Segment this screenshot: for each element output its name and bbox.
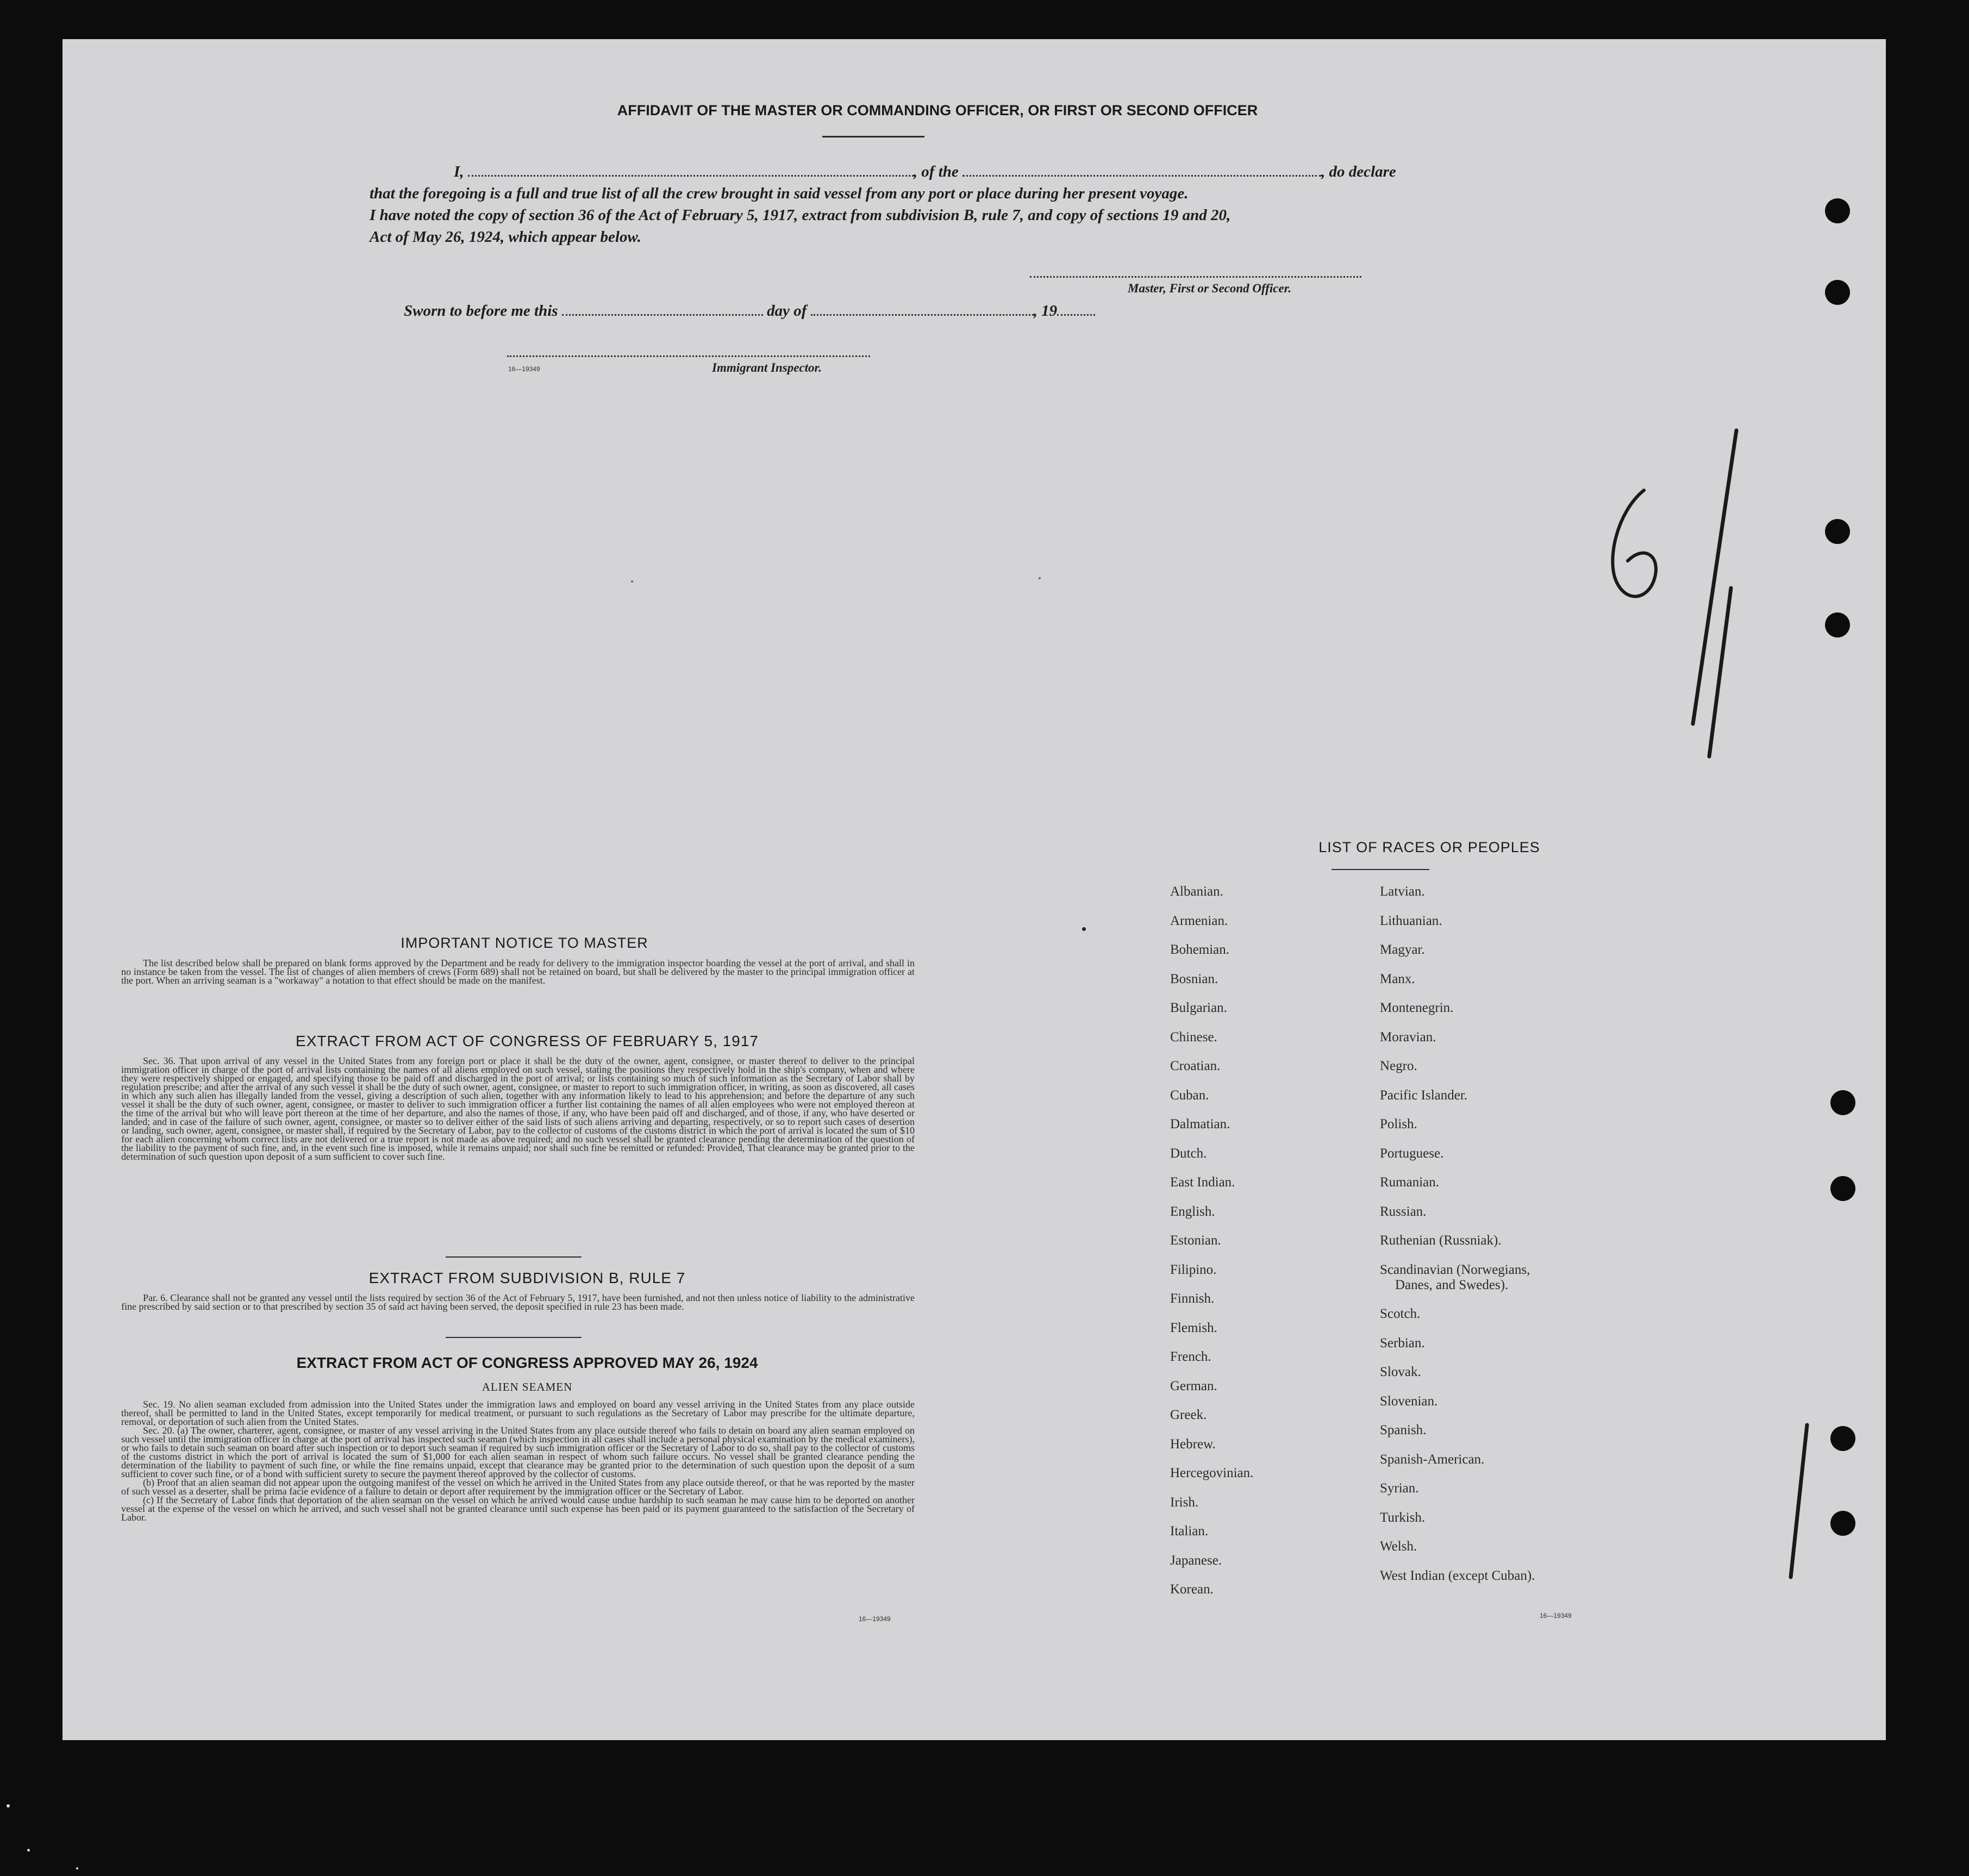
handwritten-mark	[1584, 420, 1791, 767]
race-item: French.	[1170, 1349, 1211, 1364]
race-item: Greek.	[1170, 1408, 1207, 1422]
race-item: Rumanian.	[1380, 1175, 1440, 1190]
race-item: Flemish.	[1170, 1320, 1217, 1335]
affidavit-title-rule	[822, 136, 924, 137]
edge-speck	[7, 1804, 10, 1808]
year-prefix: , 19	[1033, 302, 1058, 320]
speck	[631, 580, 633, 583]
day-of-text: day of	[767, 302, 807, 320]
race-item: Lithuanian.	[1380, 913, 1442, 928]
section-20a-text: Sec. 20. (a) The owner, charterer, agent, consignee, or master of any vessel arriving in the United States from any place outside thereof who fails to detain on board any alien seaman employed on such vessel until the immigration officer in charge at the port of arrival has inspected such seaman (which inspection in all cases shall include a personal physical examination by the medical examiners), or who fails to detain such seaman on board after such inspection or to deport such seaman if required by such immigration officer or the Secretary of Labor to do so, shall pay to the collector of customs of the customs district in which the port of arrival is located the sum of $1,000 for each alien seaman in respect of whom such failure occurs. No vessel shall be granted clearance pending the determination of the liability to payment of such fine, or while the fine remains unpaid, except that clearance may be granted prior to the determination of such question upon the deposit of a sum sufficient to cover such fine, or of a bond with sufficient surety to secure the payment thereof approved by the collector of customs.	[121, 1425, 915, 1479]
binder-hole	[1825, 519, 1850, 544]
affidavit-line-1	[405, 163, 1459, 181]
sworn-text: Sworn to before me this	[404, 302, 558, 320]
binder-hole	[1830, 1426, 1855, 1451]
extract-1917-title: EXTRACT FROM ACT OF CONGRESS OF FEBRUARY 5, 1917	[296, 1033, 759, 1049]
race-item: Korean.	[1170, 1582, 1214, 1597]
binder-hole	[1825, 198, 1850, 223]
form-number-stamp: 16—19349	[508, 365, 540, 373]
section-19-text: Sec. 19. No alien seaman excluded from admission into the United States under the immigration laws and employed on board any vessel arriving in the United States from any place outside thereof, shall be permitted to land in the United States, except temporarily for medical treatment, or pursuant to such regulations as the Secretary of Labor may prescribe for the ultimate departure, removal, or deportation of such alien from the United States.	[121, 1399, 915, 1427]
sworn-day-field[interactable]	[562, 314, 763, 316]
race-item: Chinese.	[1170, 1029, 1217, 1045]
binder-hole	[1825, 612, 1850, 637]
affidavit-do-declare: , do declare	[1321, 163, 1396, 180]
race-item: Dutch.	[1170, 1146, 1207, 1161]
inspector-signature-field[interactable]	[507, 355, 870, 357]
race-item: Japanese.	[1170, 1553, 1222, 1568]
race-item: Estonian.	[1170, 1233, 1221, 1248]
race-item: Polish.	[1380, 1117, 1417, 1131]
race-item: Portuguese.	[1380, 1146, 1444, 1161]
section-20c-text: (c) If the Secretary of Labor finds that deportation of the alien seaman on the vessel on which he arrived would cause undue hardship to such seaman he may cause him to be deported on another vessel at the expense of the vessel on which he arrived, and such vessel shall not be granted clearance until such expense has been paid or its payment guaranteed to the satisfaction of the Secretary of Labor.	[121, 1494, 915, 1523]
race-item: Ruthenian (Russniak).	[1380, 1233, 1502, 1248]
extract-1924-body	[121, 1400, 915, 1522]
sworn-line	[404, 302, 1095, 320]
race-item: Latvian.	[1380, 884, 1425, 899]
rule7-body	[121, 1293, 915, 1311]
binder-hole	[1830, 1090, 1855, 1115]
race-item: Croatian.	[1170, 1059, 1221, 1073]
vessel-name-field[interactable]	[962, 175, 1321, 177]
race-item: West Indian (except Cuban).	[1380, 1568, 1535, 1583]
race-item: Italian.	[1170, 1524, 1209, 1539]
race-item: Russian.	[1380, 1204, 1427, 1219]
race-item: Manx.	[1380, 971, 1415, 986]
race-item: Filipino.	[1170, 1262, 1217, 1277]
race-item: Hercegovinian.	[1170, 1466, 1254, 1480]
race-item: Montenegrin.	[1380, 1000, 1454, 1015]
master-signature-field[interactable]	[1030, 276, 1361, 278]
race-item: Dalmatian.	[1170, 1117, 1230, 1131]
race-item: Bosnian.	[1170, 971, 1218, 986]
race-item: Moravian.	[1380, 1029, 1436, 1045]
race-item: Negro.	[1380, 1059, 1417, 1073]
sworn-month-field[interactable]	[811, 314, 1034, 316]
alien-seamen-subtitle: ALIEN SEAMEN	[482, 1380, 573, 1393]
notice-title: IMPORTANT NOTICE TO MASTER	[401, 935, 648, 951]
affidavit-title: AFFIDAVIT OF THE MASTER OR COMMANDING OFFICER, OR FIRST OR SECOND OFFICER	[617, 102, 1258, 118]
sworn-year-field[interactable]	[1057, 314, 1095, 316]
section-36-text: Sec. 36. That upon arrival of any vessel in the United States from any foreign port or place it shall be the duty of the owner, agent, consignee, or master thereof to deliver to the principal immigration officer in charge of the port of arrival lists containing the names of all aliens employed on such vessel, stating the positions they respectively hold in the ship's company, when and where they were respectively shipped or engaged, and specifying those to be paid off and discharged in the port of arrival; or lists containing so much of such information as the Secretary of Labor shall by regulation prescribe; and after the arrival of any such vessel it shall be the duty of such owner, agent, consignee, or master to report to such immigration officer, in writing, as soon as discovered, all cases in which any such alien has illegally landed from the vessel, giving a description of such alien, together with any information likely to lead to his apprehension; and before the departure of any such vessel it shall be the duty of such owner, agent, consignee, or master to deliver to such immigration officer a further list containing the names of all alien employees who were not employed thereon at the time of the arrival but who will leave port thereon at the time of her departure, and also the names of those, if any, who have been paid off and discharged, and of those, if any, who have deserted or landed; and in case of the failure of such owner, agent, consignee, or master so to deliver either of the said lists of such aliens arriving and departing, respectively, or so to report such cases of desertion or landing, such owner, agent, consignee, or master shall, if required by the Secretary of Labor, pay to the collector of customs of the customs district in which the port of arrival is located the sum of $10 for each alien concerning whom correct lists are not delivered or a true report is not made as above required; and no such vessel shall be granted clearance pending the determination of the question of the liability to the payment of such fine, and, in the event such fine is imposed, while it remains unpaid; nor shall such fine be remitted or refunded: Provided, That clearance may be granted prior to the determination of such question upon deposit of a sum sufficient to cover such fine.	[121, 1055, 915, 1162]
race-item: Serbian.	[1380, 1335, 1425, 1350]
divider-rule-2	[446, 1337, 582, 1338]
affidavit-line-2: that the foregoing is a full and true list of all the crew brought in said vessel from any port or place during her present voyage.	[370, 185, 1189, 202]
form-number-stamp-3: 16—19349	[1540, 1612, 1572, 1619]
extract-1917-body	[121, 1056, 915, 1161]
section-20b-text: (b) Proof that an alien seaman did not appear upon the outgoing manifest of the vessel on which he arrived in the United States from any place outside thereof, or that he was reported by the master of such vessel as a deserter, shall be prima facie evidence of a failure to detain or deport after requirement by the immigration officer or the Secretary of Labor.	[121, 1477, 915, 1497]
inspector-label: Immigrant Inspector.	[712, 361, 822, 374]
race-item: English.	[1170, 1204, 1215, 1219]
binder-hole	[1830, 1511, 1855, 1536]
race-item: Cuban.	[1170, 1087, 1209, 1103]
binder-hole	[1825, 280, 1850, 305]
race-item: Hebrew.	[1170, 1436, 1216, 1452]
master-signature-label: Master, First or Second Officer.	[1128, 282, 1292, 295]
race-item: Syrian.	[1380, 1481, 1419, 1496]
race-item: Scotch.	[1380, 1306, 1421, 1321]
edge-speck	[27, 1849, 30, 1852]
binder-hole	[1830, 1176, 1855, 1201]
race-item: Armenian.	[1170, 913, 1228, 928]
race-item: Danes, and Swedes).	[1395, 1277, 1509, 1292]
race-item: Bohemian.	[1170, 942, 1230, 957]
race-item: Pacific Islander.	[1380, 1087, 1468, 1103]
race-item: Welsh.	[1380, 1539, 1417, 1554]
notice-text: The list described below shall be prepared on blank forms approved by the Department and be ready for delivery to the immigration inspector boarding the vessel at the port of arrival, and shall in no instance be taken from the vessel. The list of changes of alien members of crews (Form 689) shall not be retained on board, but shall be delivered by the master to the principal immigration officer at the port. When an arriving seaman is a "workaway" a notation to that effect should be made on the manifest.	[121, 958, 915, 986]
speck	[1082, 927, 1086, 931]
race-item: Magyar.	[1380, 942, 1425, 957]
affidavit-i: I,	[454, 163, 464, 180]
rule7-title: EXTRACT FROM SUBDIVISION B, RULE 7	[368, 1270, 686, 1286]
races-title-rule	[1332, 869, 1429, 870]
handwritten-mark-2	[1780, 1419, 1823, 1583]
speck	[1039, 577, 1041, 579]
races-title: LIST OF RACES OR PEOPLES	[1318, 839, 1540, 855]
affidavit-line-3: I have noted the copy of section 36 of the Act of February 5, 1917, extract from subdivision B, rule 7, and copy of sections 19 and 20,	[370, 207, 1231, 224]
race-item: Irish.	[1170, 1494, 1199, 1510]
race-item: Scandinavian (Norwegians,	[1380, 1262, 1530, 1277]
race-item: Finnish.	[1170, 1291, 1215, 1306]
race-item: Spanish-American.	[1380, 1452, 1485, 1467]
affidavit-line-4: Act of May 26, 1924, which appear below.	[370, 228, 641, 246]
race-item: Slovak.	[1380, 1365, 1421, 1379]
affidavit-of-the: , of the	[913, 163, 959, 180]
race-item: Slovenian.	[1380, 1393, 1438, 1409]
notice-body	[121, 959, 915, 985]
form-number-stamp-2: 16—19349	[859, 1615, 891, 1623]
rule7-text: Par. 6. Clearance shall not be granted any vessel until the lists required by section 36 of the Act of February 5, 1917, have been furnished, and not then unless notice of liability to the administrative fine prescribed by said section or to that prescribed by section 35 of said act having been served, the deposit specified in rule 23 has been made.	[121, 1292, 915, 1312]
race-item: Bulgarian.	[1170, 1000, 1227, 1015]
race-item: Turkish.	[1380, 1510, 1426, 1525]
edge-speck	[76, 1867, 78, 1869]
race-item: Spanish.	[1380, 1423, 1427, 1437]
race-item: German.	[1170, 1378, 1217, 1393]
extract-1924-title: EXTRACT FROM ACT OF CONGRESS APPROVED MAY 26, 1924	[296, 1354, 758, 1371]
document-sheet	[62, 39, 1886, 1740]
race-item: East Indian.	[1170, 1175, 1235, 1190]
divider-rule-1	[446, 1256, 582, 1258]
race-item: Albanian.	[1170, 884, 1223, 899]
officer-name-field[interactable]	[468, 175, 914, 177]
